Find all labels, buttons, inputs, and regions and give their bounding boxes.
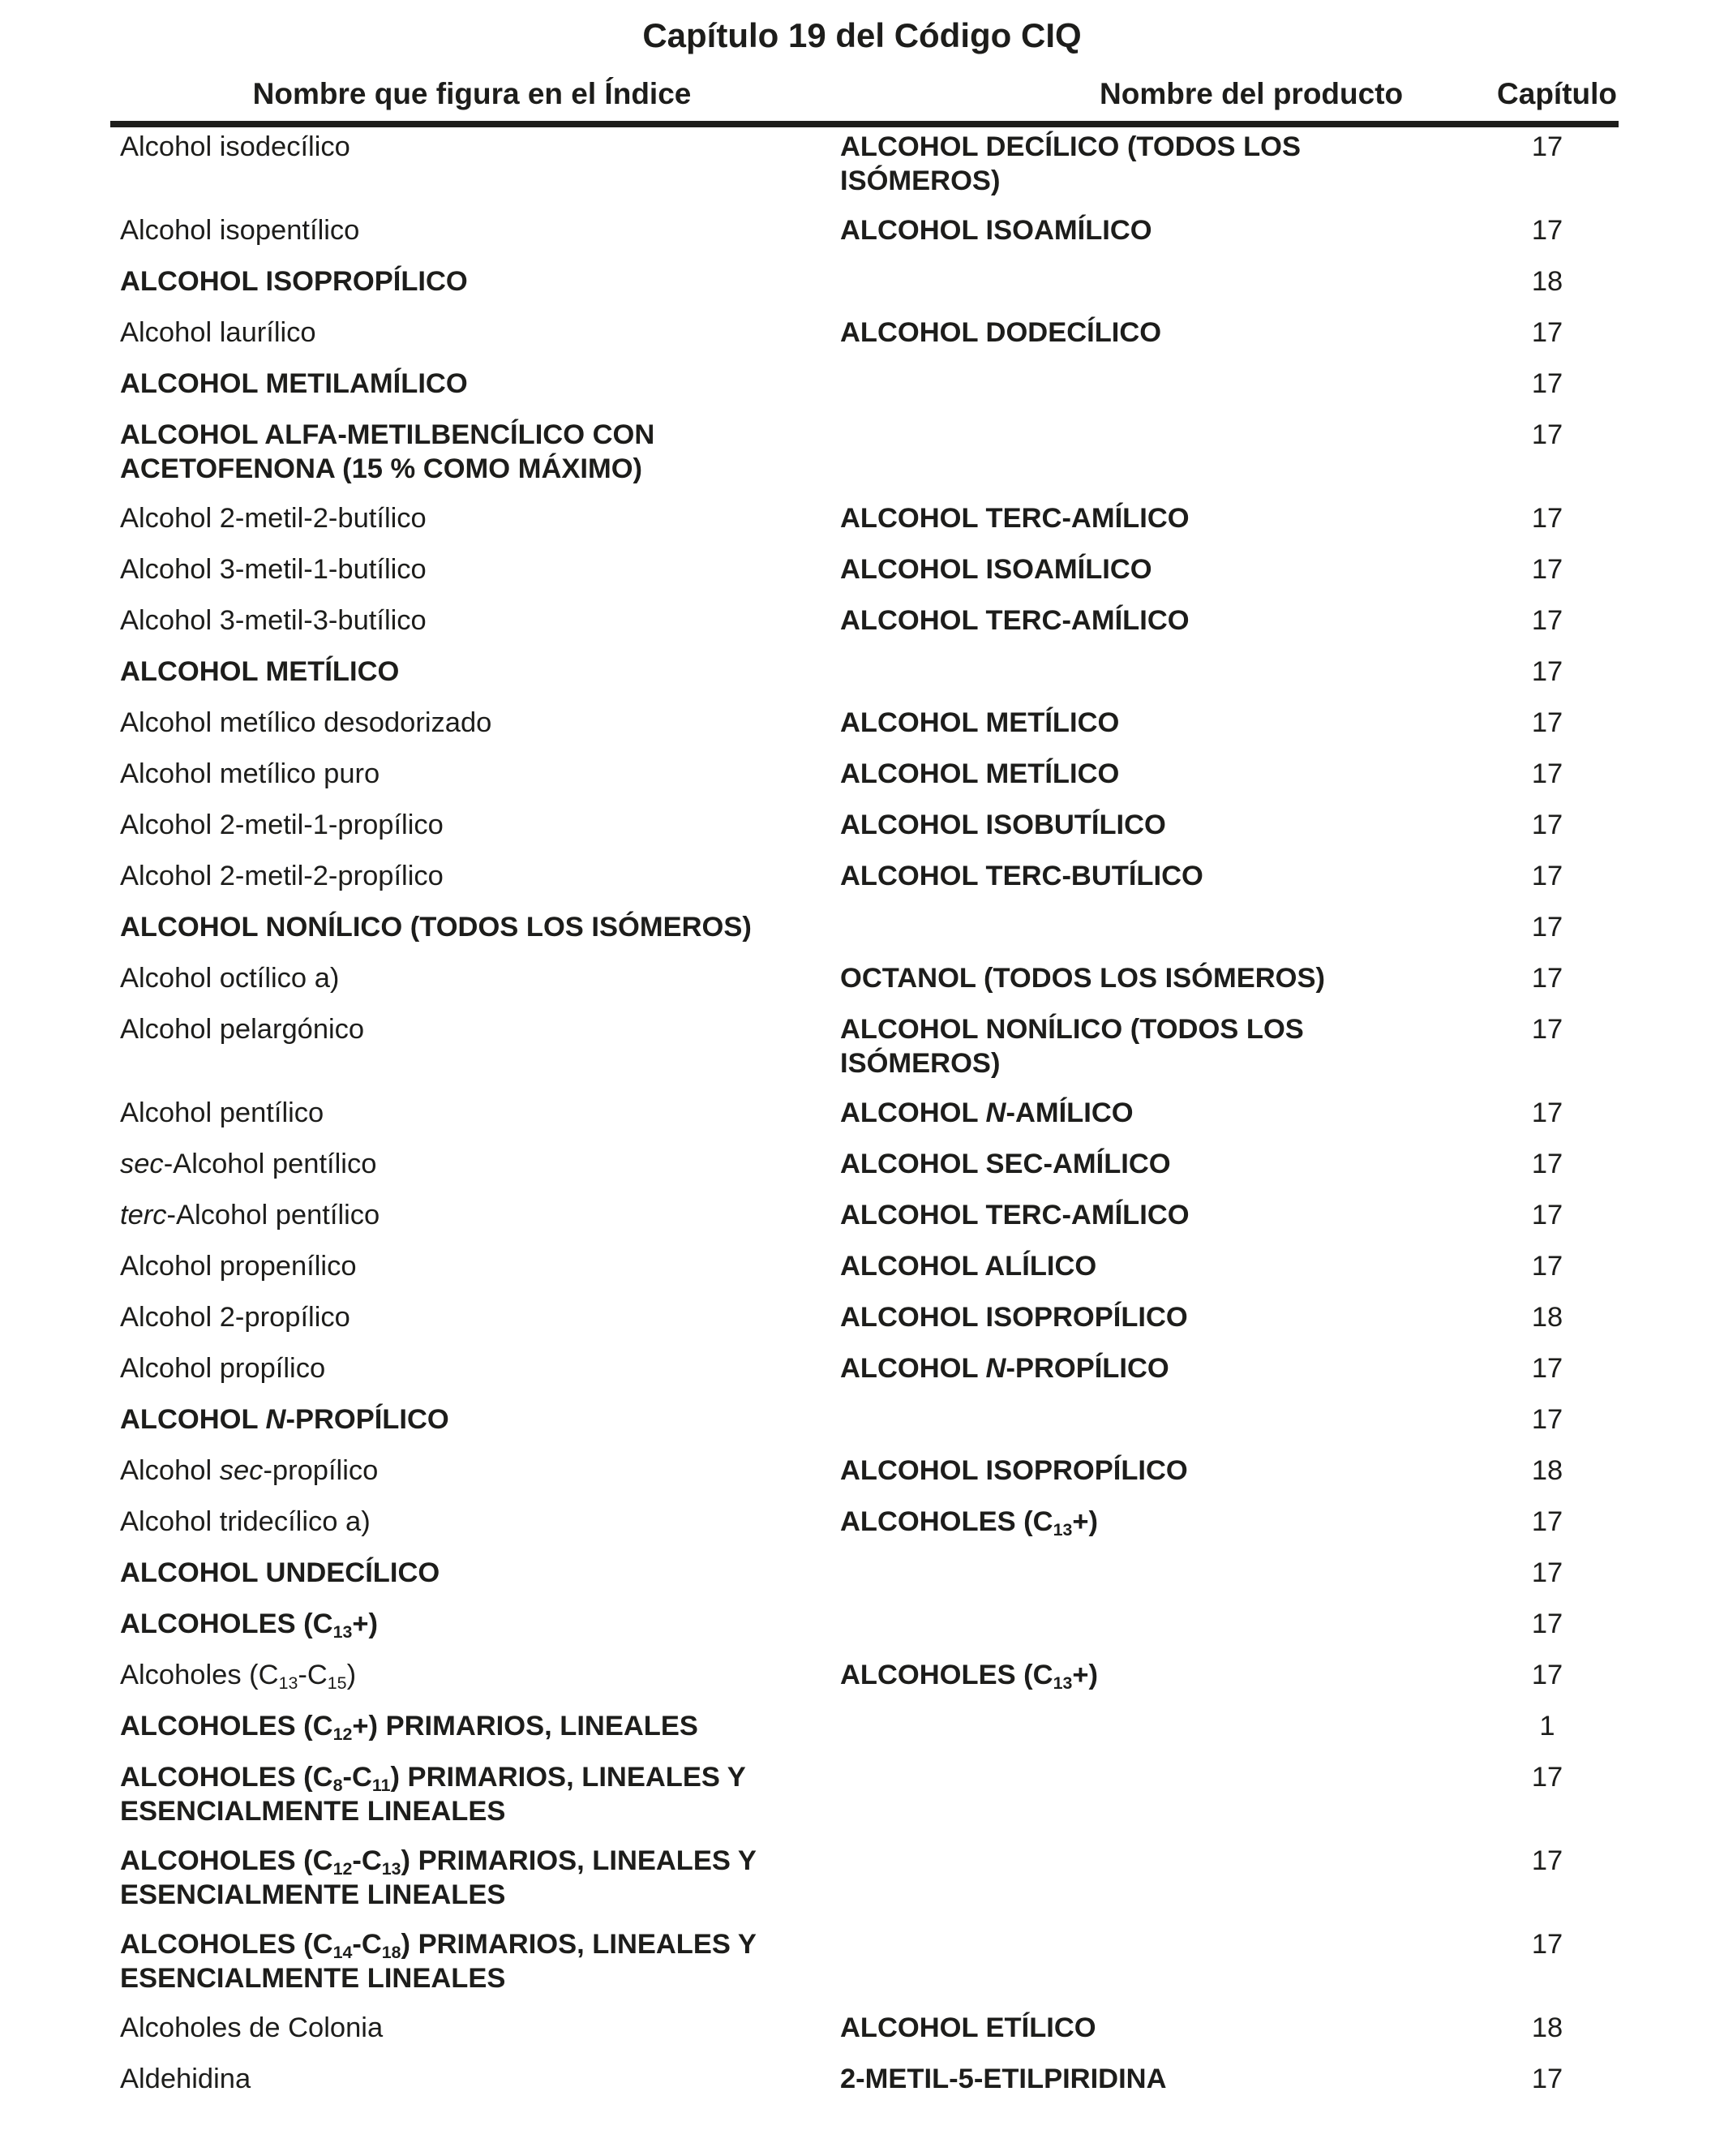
text-run: ALCOHOL METILAMÍLICO	[120, 368, 468, 399]
italic-text: terc	[120, 1200, 167, 1230]
product-name-cell	[840, 603, 1408, 638]
index-name-cell	[120, 552, 826, 586]
italic-text: sec	[219, 1455, 264, 1486]
text-run: Alcohol pelargónico	[120, 1014, 365, 1045]
chapter-cell: 17	[1531, 707, 1563, 738]
product-name-cell	[840, 316, 1408, 350]
index-name-cell	[120, 130, 826, 164]
index-name-cell	[120, 213, 826, 247]
text-run: ALCOHOL NONÍLICO (TODOS LOS ISÓMEROS)	[120, 912, 752, 943]
text-run: ALCOHOL	[840, 1097, 986, 1128]
text-run: ALCOHOL UNDECÍLICO	[120, 1557, 440, 1588]
text-run: Alcohol 2-metil-1-propílico	[120, 810, 444, 840]
column-header-index-name: Nombre que figura en el Índice	[252, 77, 692, 110]
subscript-text: 13	[278, 1673, 298, 1694]
subscript-text: 14	[332, 1943, 353, 1963]
index-name-cell	[120, 1012, 826, 1046]
text-run: ) PRIMARIOS, LINEALES Y ESENCIALMENTE LINEALES	[120, 1845, 757, 1910]
italic-text: N	[265, 1404, 286, 1435]
product-name-cell	[840, 1300, 1408, 1334]
chapter-cell: 17	[1531, 554, 1563, 585]
product-name-cell	[840, 1658, 1408, 1692]
text-run: ALCOHOL ISOAMÍLICO	[840, 215, 1152, 246]
product-name-cell	[840, 961, 1408, 995]
text-run: ALCOHOL TERC-AMÍLICO	[840, 503, 1190, 534]
text-run: ALCOHOL METÍLICO	[120, 656, 400, 687]
chapter-cell: 17	[1531, 810, 1563, 840]
text-run: Alcohol metílico desodorizado	[120, 707, 492, 738]
subscript-text: 11	[371, 1776, 391, 1796]
text-run: Alcohol 3-metil-1-butílico	[120, 554, 427, 585]
index-name-cell	[120, 808, 826, 842]
chapter-cell: 17	[1531, 1929, 1563, 1960]
text-run: ALCOHOL METÍLICO	[840, 758, 1120, 789]
chapter-cell: 1	[1539, 1711, 1555, 1742]
chapter-cell: 18	[1531, 1302, 1563, 1333]
chapter-cell: 17	[1531, 912, 1563, 943]
product-name-cell	[840, 1147, 1408, 1181]
chapter-cell: 17	[1531, 1251, 1563, 1282]
subscript-text: 12	[332, 1724, 353, 1745]
product-name-cell	[840, 1198, 1408, 1232]
product-name-cell	[840, 130, 1408, 198]
text-run: +) PRIMARIOS, LINEALES	[352, 1711, 698, 1742]
subscript-text: 15	[327, 1673, 347, 1694]
text-run: ALCOHOL TERC-BUTÍLICO	[840, 861, 1203, 891]
text-run: -C	[352, 1929, 382, 1960]
product-name-cell	[840, 501, 1408, 535]
text-run: Alcohol isodecílico	[120, 131, 350, 162]
text-run: ALCOHOL TERC-AMÍLICO	[840, 605, 1190, 636]
chapter-cell: 17	[1531, 1845, 1563, 1876]
text-run: ALCOHOL DODECÍLICO	[840, 317, 1162, 348]
text-run: ALCOHOL TERC-AMÍLICO	[840, 1200, 1190, 1230]
text-run: Alcohol metílico puro	[120, 758, 380, 789]
chapter-cell: 17	[1531, 1762, 1563, 1793]
index-name-cell	[120, 1709, 826, 1743]
chapter-cell: 18	[1531, 1455, 1563, 1486]
italic-text: N	[985, 1097, 1006, 1128]
chapter-cell: 18	[1531, 266, 1563, 297]
chapter-cell: 17	[1531, 368, 1563, 399]
text-run: Alcohol 3-metil-3-butílico	[120, 605, 427, 636]
product-name-cell	[840, 2011, 1408, 2045]
index-name-cell	[120, 910, 826, 944]
chapter-cell: 17	[1531, 1557, 1563, 1588]
text-run: ALCOHOLES (C	[120, 1929, 333, 1960]
chapter-cell: 17	[1531, 1608, 1563, 1639]
chapter-cell: 17	[1531, 1506, 1563, 1537]
page-title: Capítulo 19 del Código CIQ	[642, 16, 1082, 54]
product-name-cell	[840, 757, 1408, 791]
index-name-cell	[120, 2062, 826, 2096]
product-name-cell	[840, 213, 1408, 247]
index-name-cell	[120, 961, 826, 995]
text-run: Alcohol octílico a)	[120, 963, 340, 994]
product-name-cell	[840, 808, 1408, 842]
text-run: -C	[352, 1845, 382, 1876]
product-name-cell	[840, 1351, 1408, 1385]
index-name-cell	[120, 1147, 826, 1181]
text-run: +)	[1072, 1506, 1098, 1537]
text-run: ALCOHOL ALFA-METILBENCÍLICO CON ACETOFENONA (15 % COMO MÁXIMO)	[120, 419, 655, 484]
index-name-cell	[120, 2011, 826, 2045]
text-run: -C	[342, 1762, 372, 1793]
index-name-cell	[120, 418, 826, 486]
chapter-cell: 17	[1531, 317, 1563, 348]
text-run: Alcohol	[120, 1455, 220, 1486]
product-name-cell	[840, 2062, 1408, 2096]
index-name-cell	[120, 859, 826, 893]
text-run: Alcohol isopentílico	[120, 215, 360, 246]
text-run: ALCOHOLES (C	[120, 1711, 333, 1742]
product-name-cell	[840, 1249, 1408, 1283]
text-run: ) PRIMARIOS, LINEALES Y ESENCIALMENTE LINEALES	[120, 1762, 746, 1827]
text-run: OCTANOL (TODOS LOS ISÓMEROS)	[840, 963, 1326, 994]
text-run: Alcohol tridecílico a)	[120, 1506, 371, 1537]
text-run: ALCOHOL ISOPROPÍLICO	[840, 1302, 1188, 1333]
text-run: Alcohol 2-metil-2-propílico	[120, 861, 444, 891]
text-run: ALCOHOL ISOBUTÍLICO	[840, 810, 1166, 840]
index-name-cell	[120, 1096, 826, 1130]
index-name-cell	[120, 1249, 826, 1283]
text-run: -PROPÍLICO	[1006, 1353, 1169, 1384]
text-run: ALCOHOLES (C	[840, 1660, 1053, 1690]
text-run: Alcohol pentílico	[120, 1097, 324, 1128]
text-run: ALCOHOLES (C	[120, 1608, 333, 1639]
chapter-cell: 17	[1531, 419, 1563, 450]
column-header-product-name: Nombre del producto	[1100, 77, 1404, 110]
chapter-cell: 18	[1531, 2012, 1563, 2043]
text-run: ALCOHOL METÍLICO	[840, 707, 1120, 738]
index-name-cell	[120, 1844, 826, 1912]
product-name-cell	[840, 706, 1408, 740]
text-run: Alcohol 2-metil-2-butílico	[120, 503, 427, 534]
header-rule	[110, 121, 1619, 127]
index-name-cell	[120, 1760, 826, 1828]
text-run: ALCOHOL ISOAMÍLICO	[840, 554, 1152, 585]
index-name-cell	[120, 1505, 826, 1539]
index-name-cell	[120, 706, 826, 740]
text-run: -C	[298, 1660, 328, 1690]
product-name-cell	[840, 1096, 1408, 1130]
text-run: +)	[1072, 1660, 1098, 1690]
text-run: ALCOHOLES (C	[120, 1762, 333, 1793]
chapter-cell: 17	[1531, 963, 1563, 994]
chapter-cell: 17	[1531, 1660, 1563, 1690]
text-run: ALCOHOL	[120, 1404, 266, 1435]
chapter-cell: 17	[1531, 1200, 1563, 1230]
text-run: -AMÍLICO	[1006, 1097, 1134, 1128]
text-run: Alcohol propenílico	[120, 1251, 357, 1282]
index-name-cell	[120, 264, 826, 298]
text-run: ALCOHOLES (C	[840, 1506, 1053, 1537]
index-name-cell	[120, 1402, 826, 1437]
index-name-cell	[120, 501, 826, 535]
italic-text: N	[985, 1353, 1006, 1384]
product-name-cell	[840, 1012, 1408, 1080]
text-run: Alcohol laurílico	[120, 317, 316, 348]
index-name-cell	[120, 316, 826, 350]
text-run: -PROPÍLICO	[285, 1404, 449, 1435]
text-run: )	[346, 1660, 357, 1690]
text-run: ) PRIMARIOS, LINEALES Y ESENCIALMENTE LINEALES	[120, 1929, 757, 1994]
text-run: 2-METIL-5-ETILPIRIDINA	[840, 2064, 1167, 2094]
column-header-chapter: Capítulo	[1497, 77, 1617, 110]
product-name-cell	[840, 859, 1408, 893]
subscript-text: 13	[1053, 1673, 1073, 1694]
text-run: ALCOHOL NONÍLICO (TODOS LOS ISÓMEROS)	[840, 1014, 1304, 1079]
chapter-cell: 17	[1531, 656, 1563, 687]
product-name-cell	[840, 1505, 1408, 1539]
table-header	[112, 71, 1617, 117]
text-run: -Alcohol pentílico	[166, 1200, 380, 1230]
chapter-cell: 17	[1531, 758, 1563, 789]
product-name-cell	[840, 552, 1408, 586]
text-run: ALCOHOL ISOPROPÍLICO	[840, 1455, 1188, 1486]
index-name-cell	[120, 1927, 826, 1995]
subscript-text: 13	[381, 1859, 401, 1879]
index-name-cell	[120, 1556, 826, 1590]
subscript-text: 8	[332, 1776, 343, 1796]
chapter-cell: 17	[1531, 1353, 1563, 1384]
chapter-cell: 17	[1531, 1149, 1563, 1179]
index-name-cell	[120, 1198, 826, 1232]
text-run: ALCOHOL	[840, 1353, 986, 1384]
text-run: ALCOHOL SEC-AMÍLICO	[840, 1149, 1171, 1179]
text-run: +)	[352, 1608, 378, 1639]
index-name-cell	[120, 1658, 826, 1692]
text-run: ALCOHOL ETÍLICO	[840, 2012, 1096, 2043]
chapter-cell: 17	[1531, 1014, 1563, 1045]
chapter-cell: 17	[1531, 503, 1563, 534]
text-run: Aldehidina	[120, 2064, 251, 2094]
text-run: ALCOHOL DECÍLICO (TODOS LOS ISÓMEROS)	[840, 131, 1301, 196]
index-name-cell	[120, 1607, 826, 1641]
index-name-cell	[120, 1300, 826, 1334]
text-run: -Alcohol pentílico	[163, 1149, 377, 1179]
chapter-cell: 17	[1531, 2064, 1563, 2094]
chapter-cell: 17	[1531, 131, 1563, 162]
index-name-cell	[120, 1454, 826, 1488]
text-run: Alcohol 2-propílico	[120, 1302, 350, 1333]
text-run: -propílico	[263, 1455, 379, 1486]
text-run: Alcoholes de Colonia	[120, 2012, 384, 2043]
chapter-cell: 17	[1531, 215, 1563, 246]
chapter-cell: 17	[1531, 605, 1563, 636]
index-name-cell	[120, 603, 826, 638]
subscript-text: 18	[381, 1943, 401, 1963]
italic-text: sec	[120, 1149, 164, 1179]
chapter-cell: 17	[1531, 861, 1563, 891]
index-name-cell	[120, 1351, 826, 1385]
subscript-text: 13	[1053, 1520, 1073, 1540]
text-run: Alcoholes (C	[120, 1660, 279, 1690]
text-run: ALCOHOL ISOPROPÍLICO	[120, 266, 468, 297]
subscript-text: 12	[332, 1859, 353, 1879]
chapter-cell: 17	[1531, 1097, 1563, 1128]
index-name-cell	[120, 655, 826, 689]
text-run: Alcohol propílico	[120, 1353, 326, 1384]
index-name-cell	[120, 757, 826, 791]
index-name-cell	[120, 367, 826, 401]
chapter-cell: 17	[1531, 1404, 1563, 1435]
text-run: ALCOHOL ALÍLICO	[840, 1251, 1097, 1282]
text-run: ALCOHOLES (C	[120, 1845, 333, 1876]
subscript-text: 13	[332, 1622, 353, 1643]
product-name-cell	[840, 1454, 1408, 1488]
